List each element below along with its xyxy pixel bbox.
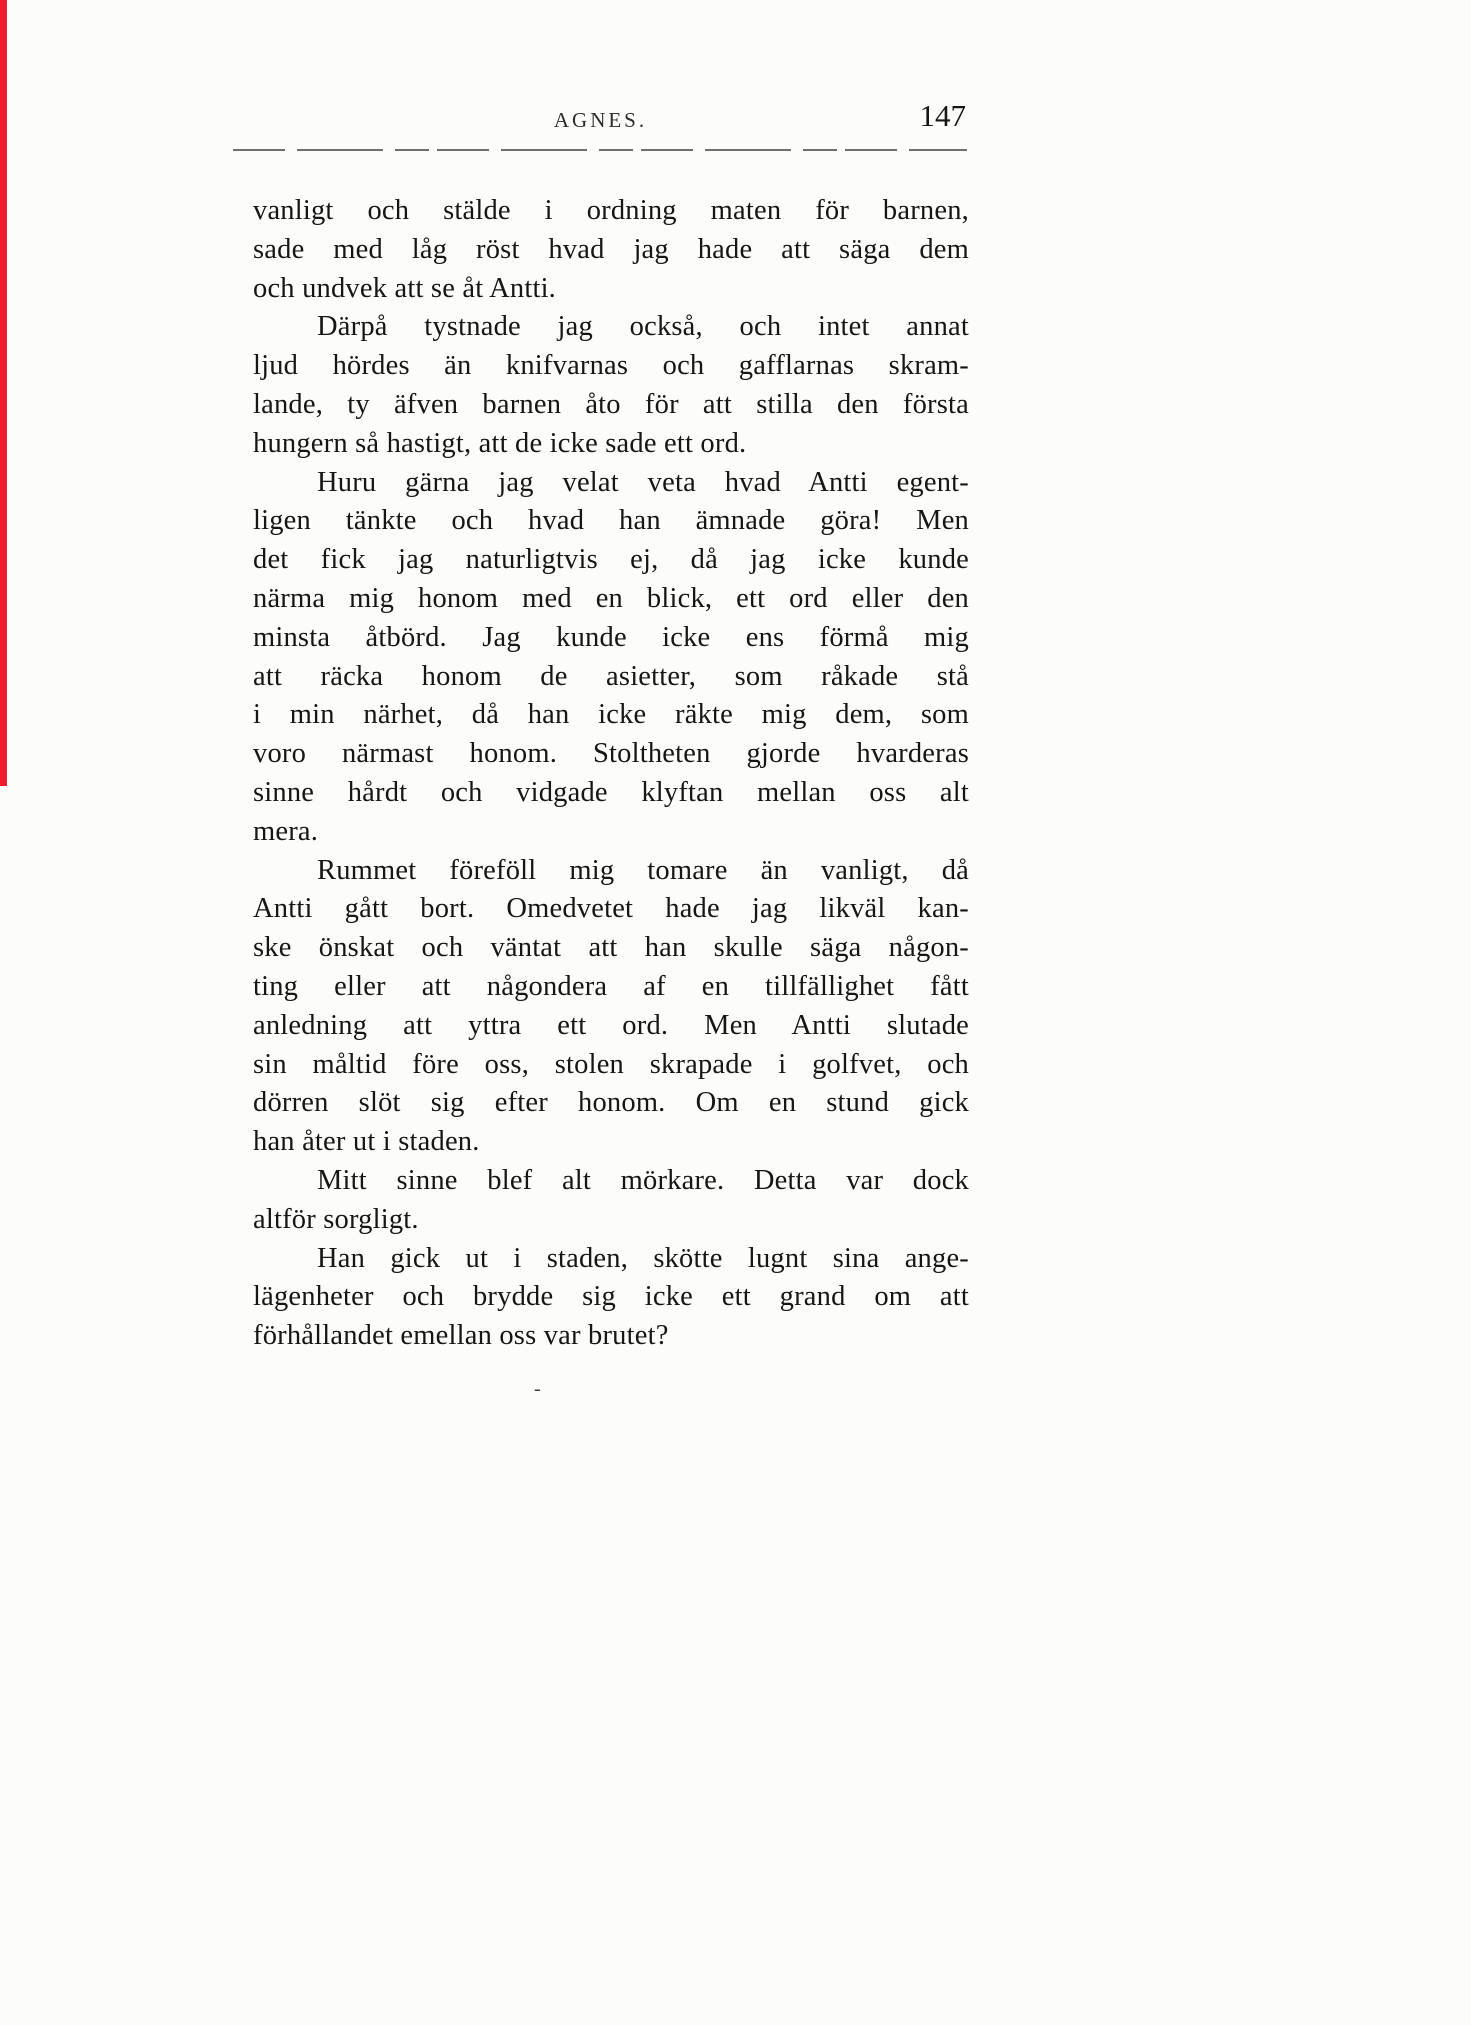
text-line: hungern så hastigt, att de icke sade ett ord. [253,427,747,459]
text-line: sin måltid före oss, stolen skrapade i golfvet, och [253,1048,969,1080]
end-mark: - [534,1378,541,1400]
scan-edge-artifact [0,0,7,786]
text-line: han åter ut i staden. [253,1126,480,1158]
text-line: Huru gärna jag velat veta hvad Antti egent- [317,466,969,498]
text-line: Antti gått bort. Omedvetet hade jag likväl kan- [253,893,969,925]
text-line: Därpå tystnade jag också, och intet annat [317,311,969,343]
text-line: vanligt och stälde i ordning maten för barnen, [253,195,969,226]
page-header [233,98,968,140]
text-line: dörren slöt sig efter honom. Om en stund gick [253,1087,969,1119]
page-number: 147 [919,98,966,133]
text-line: ting eller att någondera af en tillfällighet fått [253,970,969,1002]
text-line: lande, ty äfven barnen åto för att stilla den första [253,388,969,420]
text-line: att räcka honom de asietter, som råkade stå [253,660,969,692]
text-line: ljud hördes än knifvarnas och gafflarnas skram- [253,350,969,382]
text-line: Rummet föreföll mig tomare än vanligt, då [317,854,969,886]
text-line: Han gick ut i staden, skötte lugnt sina ange- [317,1242,969,1274]
header-rule [233,149,967,151]
text-line: minsta åtbörd. Jag kunde icke ens förmå mig [253,621,969,653]
text-line: närma mig honom med en blick, ett ord eller den [253,582,969,614]
text-line: ske önskat och väntat att han skulle säga någon- [253,932,969,964]
text-line: ligen tänkte och hvad han ämnade göra! Men [253,505,969,537]
text-line: voro närmast honom. Stoltheten gjorde hvarderas [253,738,969,770]
text-line: i min närhet, då han icke räkte mig dem, som [253,699,969,731]
text-line: det fick jag naturligtvis ej, då jag icke kunde [253,544,969,576]
text-line: sade med låg röst hvad jag hade att säga dem [253,233,969,265]
text-line: lägenheter och brydde sig icke ett grand om att [253,1281,969,1313]
text-line: anledning att yttra ett ord. Men Antti slutade [253,1009,969,1041]
text-line: sinne hårdt och vidgade klyftan mellan oss alt [253,776,969,808]
text-line: altför sorgligt. [253,1203,419,1235]
running-title: AGNES. [553,108,648,132]
text-line: Mitt sinne blef alt mörkare. Detta var dock [317,1164,969,1196]
text-line: mera. [253,815,319,847]
text-line: förhållandet emellan oss var brutet? [253,1320,669,1352]
text-block [253,192,969,1356]
text-line: och undvek att se åt Antti. [253,272,557,304]
